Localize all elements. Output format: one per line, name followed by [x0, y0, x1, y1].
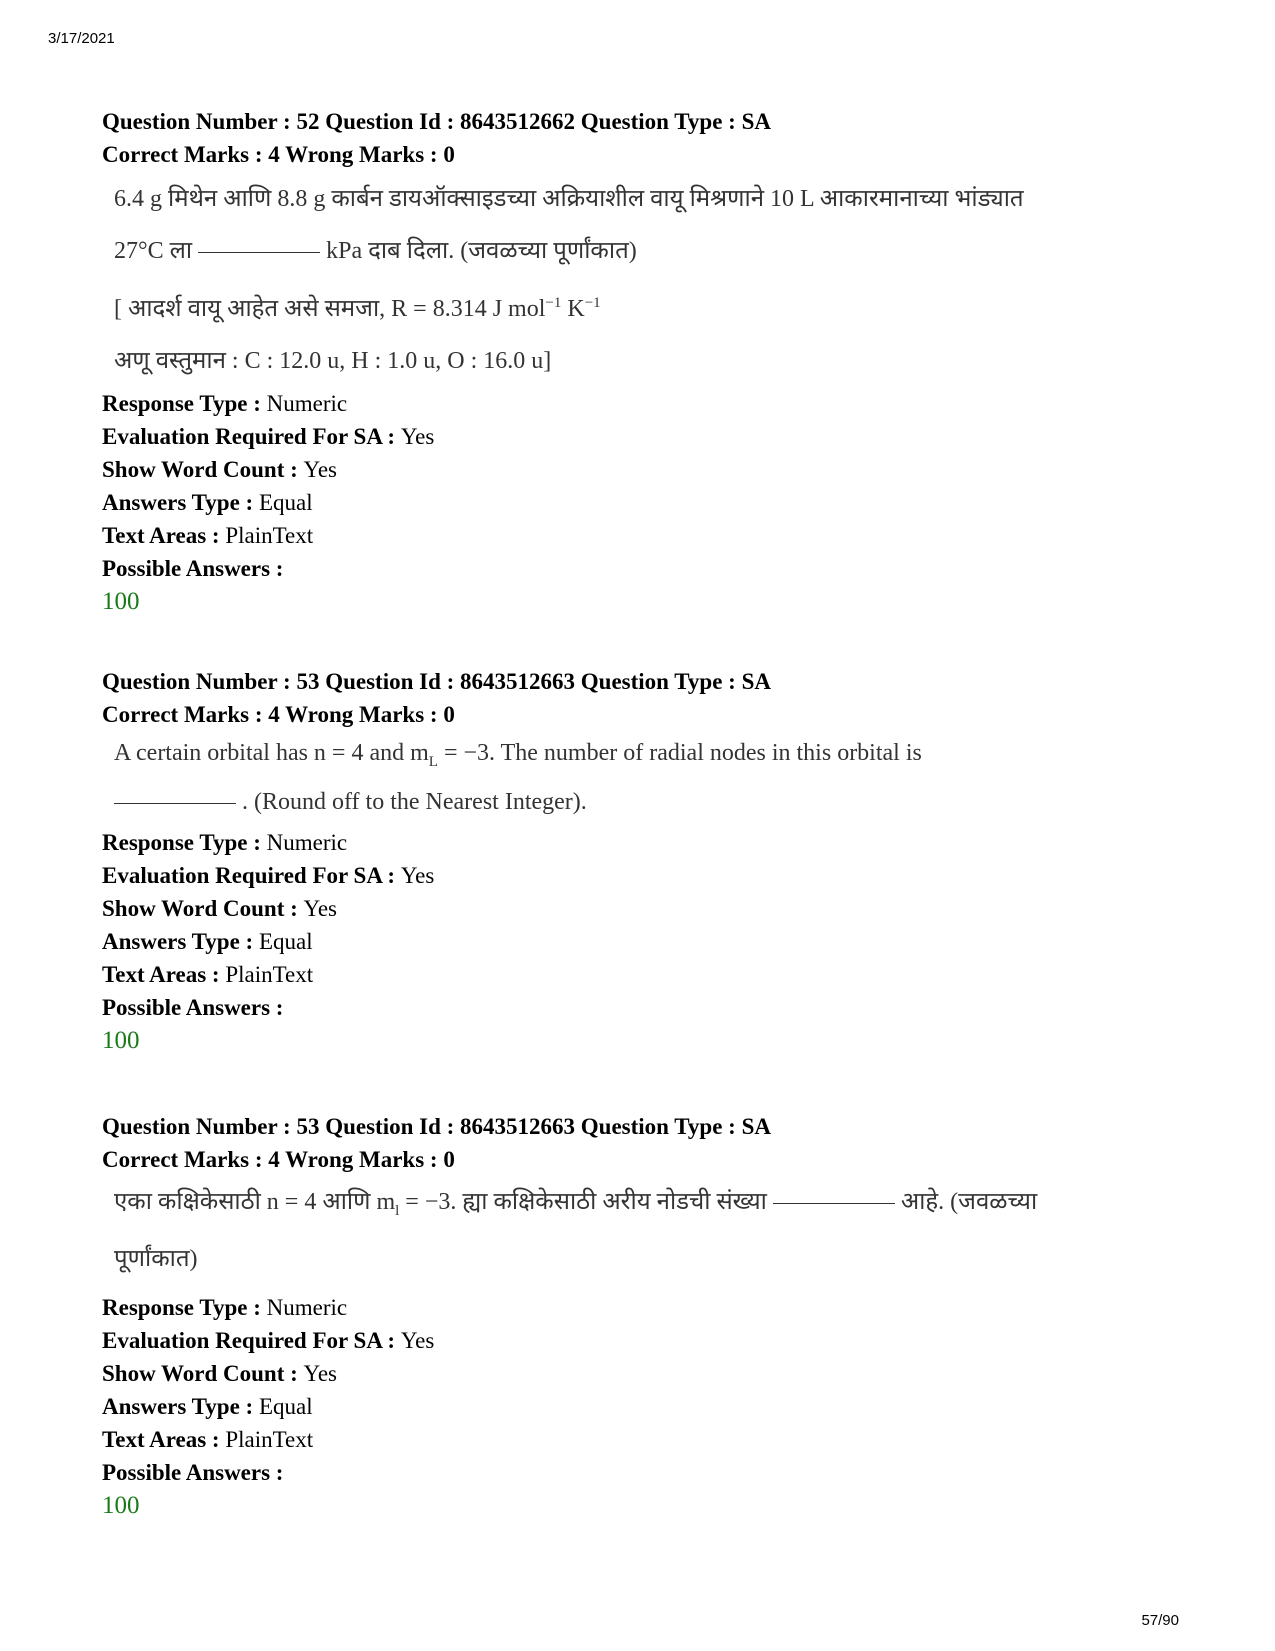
show-word-count: Show Word Count : Yes: [102, 895, 337, 921]
possible-answers-label: Possible Answers :: [102, 556, 284, 581]
question-text: [114, 733, 1204, 822]
question-marks: Correct Marks : 4 Wrong Marks : 0: [102, 142, 455, 167]
question-text-line: [ आदर्श वायू आहेत असे समजा, R = 8.314 J mol$^{-1}$ $K^{-1}$: [114, 295, 601, 322]
answer-blank: [114, 802, 236, 804]
question-text-line: 27°C ला kPa दाब दिला. (जवळच्या पूर्णांकात): [114, 238, 637, 264]
response-type: Response Type : Numeric: [102, 829, 348, 855]
question-text: [114, 1178, 1204, 1283]
question-header: Question Number : 53 Question Id : 8643512663 Question Type : SA: [102, 669, 771, 694]
evaluation-required: Evaluation Required For SA : Yes: [102, 424, 435, 449]
answers-type: Answers Type : Equal: [102, 928, 313, 954]
show-word-count: Show Word Count : Yes: [102, 457, 337, 482]
answers-type: Answers Type : Equal: [102, 1393, 313, 1419]
possible-answers-label: Possible Answers :: [102, 1459, 284, 1485]
question-header: Question Number : 53 Question Id : 8643512663 Question Type : SA: [102, 1114, 771, 1139]
answer-blank: [198, 251, 320, 253]
print-date: 3/17/2021: [48, 30, 115, 47]
question-block-53-mr: [102, 1110, 1202, 1523]
question-text-line: . (Round off to the Nearest Integer).: [114, 782, 1204, 822]
page-number: 57/90: [1141, 1612, 1179, 1629]
question-text-line: पूर्णांकात): [114, 1245, 198, 1272]
question-marks: Correct Marks : 4 Wrong Marks : 0: [102, 1147, 455, 1172]
response-type: Response Type : Numeric: [102, 391, 348, 416]
question-text-line: 6.4 g मिथेन आणि 8.8 g कार्बन डायऑक्साइडच्या अक्रियाशील वायू मिश्रणाने 10 L आकारमानाच्या भांड्यात: [114, 186, 1024, 212]
possible-answers-label: Possible Answers :: [102, 994, 284, 1020]
question-text: [114, 173, 1204, 387]
show-word-count: Show Word Count : Yes: [102, 1360, 337, 1386]
question-block-52: [102, 105, 1202, 619]
text-areas: Text Areas : PlainText: [102, 1426, 314, 1452]
evaluation-required: Evaluation Required For SA : Yes: [102, 862, 435, 888]
text-areas: Text Areas : PlainText: [102, 523, 314, 548]
possible-answer: 100: [102, 1026, 140, 1054]
text-areas: Text Areas : PlainText: [102, 961, 314, 987]
evaluation-required: Evaluation Required For SA : Yes: [102, 1327, 435, 1353]
question-marks: Correct Marks : 4 Wrong Marks : 0: [102, 702, 455, 727]
answers-type: Answers Type : Equal: [102, 490, 313, 515]
response-type: Response Type : Numeric: [102, 1294, 348, 1320]
question-block-53-en: [102, 665, 1202, 1058]
answer-blank: [773, 1202, 895, 1204]
question-text-line: एका कक्षिकेसाठी n = 4 आणि $m_l = -3$. ह्या कक्षिकेसाठी अरीय नोडची संख्या आहे. (जवळच्या: [114, 1189, 1038, 1219]
possible-answer: 100: [102, 588, 140, 615]
question-text-line: अणू वस्तुमान : C : 12.0 u, H : 1.0 u, O : 16.0 u]: [114, 348, 552, 374]
question-text-line: A certain orbital has n = 4 and $m_L = -3$. The number of radial nodes in this orbital is: [114, 740, 922, 770]
possible-answer: 100: [102, 1491, 140, 1519]
question-header: Question Number : 52 Question Id : 8643512662 Question Type : SA: [102, 109, 771, 134]
